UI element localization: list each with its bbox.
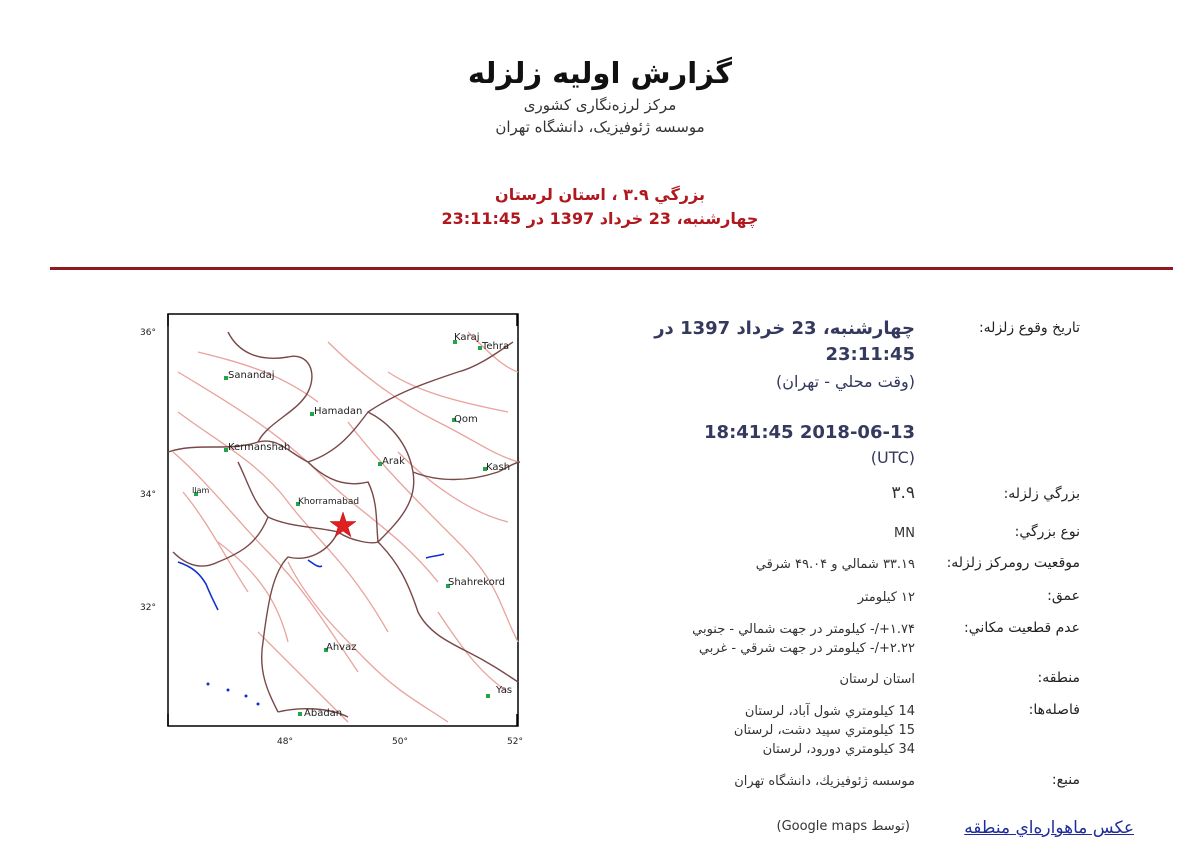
- lat-label: 34°: [140, 490, 156, 500]
- lon-label: 52°: [507, 737, 523, 744]
- city-label: Abadan: [304, 708, 343, 719]
- lat-label: 36°: [140, 328, 156, 338]
- city-label: Ahvaz: [326, 642, 357, 653]
- page-header: [0, 52, 1200, 138]
- source-value: موسسه ژئوفيزيك، دانشگاه تهران: [734, 774, 915, 789]
- city-marker: [486, 694, 490, 698]
- depth-label: عمق :: [900, 588, 1080, 604]
- city-label: Sanandaj: [228, 370, 275, 381]
- page-title: گزارش اولیه زلزله: [467, 56, 733, 90]
- map-lon-labels: [277, 737, 523, 744]
- distance-item: 34 كيلومتري دورود، لرستان: [762, 742, 915, 757]
- report-magnitude-region: بزرگي ۳.۹ ، استان لرستان: [495, 185, 705, 204]
- uncertainty-label: عدم قطعيت مكاني :: [900, 620, 1080, 636]
- utc-note: (UTC): [870, 448, 915, 467]
- distance-item: 14 كيلومتري شول آباد، لرستان: [744, 704, 915, 719]
- institute-name: موسسه ژئوفیزیک، دانشگاه تهران: [495, 118, 705, 136]
- magnitude-type-value: MN: [894, 526, 915, 541]
- city-label: Tehra: [482, 341, 510, 352]
- depth-value: ۱۲ كيلومتر: [857, 590, 915, 605]
- date-label: تاريخ وقوع زلزله :: [900, 320, 1080, 336]
- region-value: استان لرستان: [839, 672, 915, 687]
- city-label: Qom: [454, 414, 478, 425]
- satellite-note: (توسط Google maps): [776, 819, 910, 834]
- city-label: Ilam: [192, 486, 210, 495]
- city-label: Hamadan: [314, 406, 363, 417]
- lon-label: 48°: [277, 737, 293, 744]
- city-label: Kermanshah: [228, 442, 291, 453]
- center-name: مرکز لرزه‌نگاری کشوری: [523, 96, 677, 114]
- magnitude-value: ۳.۹: [891, 483, 915, 503]
- city-label: Khorramabad: [298, 497, 360, 507]
- uncertainty-ns: ۱.۷۴+/- كيلومتر در جهت شمالي - جنوبي: [692, 622, 915, 637]
- report-datetime: چهارشنبه، 23 خرداد 1397 در 23:11:45: [441, 209, 759, 228]
- city-label: Karaj: [454, 332, 480, 343]
- date-value: چهارشنبه، 23 خرداد 1397 در 23:11:45: [654, 318, 915, 365]
- location-value: ۳۳.۱۹ شمالي و ۴۹.۰۴ شرقي: [755, 557, 915, 572]
- location-label: موقعيت رومركز زلزله :: [900, 555, 1080, 571]
- region-label: منطقه :: [900, 670, 1080, 686]
- city-label: Shahrekord: [448, 577, 506, 588]
- city-marker: [298, 712, 302, 716]
- divider: [50, 267, 1173, 270]
- epicenter-map: [138, 312, 530, 744]
- city-label: Kash: [486, 462, 511, 473]
- source-label: منبع :: [900, 772, 1080, 788]
- report-summary: [0, 183, 1200, 231]
- magnitude-type-label: نوع بزرگي :: [900, 524, 1080, 540]
- city-label: Yas: [496, 685, 513, 696]
- uncertainty-ew: ۲.۲۲+/- كيلومتر در جهت شرقي - غربي: [698, 641, 915, 656]
- satellite-image-link[interactable]: عكس ماهواره‌اي منطقه: [964, 818, 1134, 838]
- distances-label: فاصله‌ها :: [900, 702, 1080, 718]
- magnitude-label: بزرگي زلزله :: [900, 486, 1080, 502]
- utc-value: 2018-06-13 18:41:45: [704, 422, 915, 443]
- city-label: Arak: [382, 456, 405, 467]
- distance-item: 15 كيلومتري سپيد دشت، لرستان: [733, 723, 915, 738]
- lon-label: 50°: [392, 737, 408, 744]
- map-lat-labels: [140, 328, 156, 613]
- lat-label: 32°: [140, 603, 156, 613]
- date-local-note: (وقت محلي - تهران): [776, 372, 915, 391]
